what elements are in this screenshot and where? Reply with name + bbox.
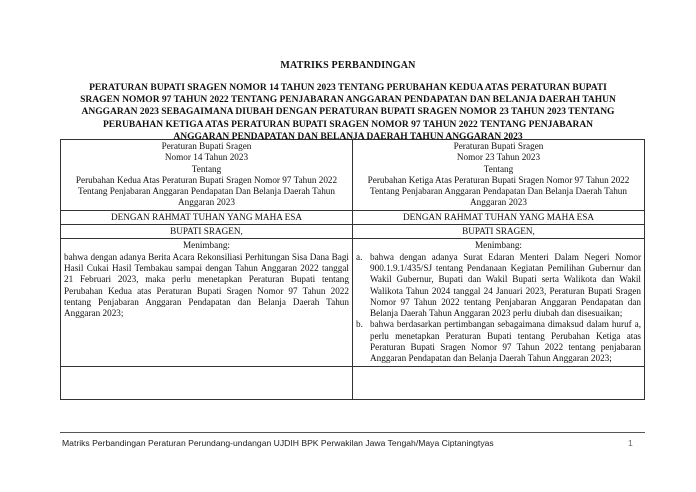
heading-line: PERATURAN BUPATI SRAGEN NOMOR 14 TAHUN 2023 TENTANG PERUBAHAN KEDUA ATAS PERATURAN BUPATI — [89, 83, 607, 93]
right-menimbang-list — [356, 252, 641, 365]
table-row-menimbang — [61, 239, 645, 366]
list-item — [356, 252, 641, 320]
list-item-text: bahwa berdasarkan pertimbangan sebagaimana dimaksud dalam huruf a, perlu menetapkan Peraturan Bupati tentang Perubahan Ketiga atas Peraturan Bupati Sragen Nomor 97 Tahun 2022 tentang penjabaran Anggaran Pendapatan dan Belanja Daerah Tahun Anggaran 2023; — [370, 319, 641, 364]
right-menimbang — [353, 239, 645, 366]
list-item-text: bahwa dengan adanya Surat Edaran Menteri Dalam Negeri Nomor 900.1.9.1/435/SJ tentang Pendanaan Kegiatan Pemilihan Gubernur dan Wakil Gubernur, Bupati dan Wakil Bupati serta Walikota dan Wakil Walikota Tahun 2024 tanggal 24 Januari 2023, Peraturan Bupati Sragen Nomor 97 Tahun 2022 tentang Penjabaran Anggaran Pendapatan dan Belanja Daerah Tahun Anggaran 2023 perlu diubah dan disesuaikan; — [370, 251, 641, 319]
footer-text: Matriks Perbandingan Peraturan Perundang-undangan UJDIH BPK Perwakilan Jawa Tengah/Maya Ciptaningtyas — [62, 438, 494, 448]
table-row-empty — [61, 366, 645, 399]
right-rahmat: DENGAN RAHMAT TUHAN YANG MAHA ESA — [353, 210, 645, 224]
heading-line: ANGGARAN 2023 SEBAGAIMANA DIUBAH DENGAN PERATURAN BUPATI SRAGEN NOMOR 23 TAHUN 2023 TENTANG — [81, 107, 615, 118]
heading-line: ANGGARAN PENDAPATAN DAN BELANJA DAERAH TAHUN ANGGARAN 2023 — [173, 131, 523, 142]
left-empty-cell — [61, 366, 353, 399]
left-menimbang-text: bahwa dengan adanya Berita Acara Rekonsiliasi Perhitungan Sisa Dana Bagi Hasil Cukai Hasil Tembakau sampai dengan Tahun Anggaran 2022 tanggal 21 Februari 2023, maka perlu menetapkan Peraturan Bupati tentang Perubahan Kedua atas Peraturan Bupati Sragen Nomor 97 Tahun 2022 tentang Penjabaran Anggaran Pendapatan dan Belanja Daerah Tahun Anggaran 2023; — [64, 251, 349, 319]
heading-line: SRAGEN NOMOR 97 TAHUN 2022 TENTANG PENJABARAN ANGGARAN PENDAPATAN DAN BELANJA DAERAH TAHUN — [80, 95, 616, 106]
list-item-marker: b. — [356, 319, 363, 330]
page-title: MATRIKS PERBANDINGAN — [280, 60, 416, 71]
document-heading — [74, 82, 622, 143]
table-row-bupati — [61, 225, 645, 239]
table-row-rahmat — [61, 210, 645, 224]
table-row-header — [61, 140, 645, 211]
right-menimbang-label: Menimbang: — [475, 240, 522, 251]
left-menimbang — [61, 239, 353, 366]
right-regulation-header: Peraturan Bupati Sragen Nomor 23 Tahun 2023 Tentang Perubahan Ketiga Atas Peraturan Bupati Sragen Nomor 97 Tahun 2022 Tentang Penjabaran Anggaran Pendapatan Dan Belanja Daerah Tahun Anggaran 2023 — [353, 140, 645, 211]
comparison-table — [60, 139, 645, 400]
left-rahmat: DENGAN RAHMAT TUHAN YANG MAHA ESA — [61, 210, 353, 224]
right-bupati: BUPATI SRAGEN, — [353, 225, 645, 239]
list-item-marker: a. — [356, 251, 363, 262]
list-item — [356, 319, 641, 364]
heading-line: PERUBAHAN KETIGA ATAS PERATURAN BUPATI SRAGEN NOMOR 97 TAHUN 2022 TENTANG PENJABARAN — [102, 119, 594, 130]
left-bupati: BUPATI SRAGEN, — [61, 225, 353, 239]
left-regulation-header: Peraturan Bupati Sragen Nomor 14 Tahun 2023 Tentang Perubahan Kedua Atas Peraturan Bupati Sragen Nomor 97 Tahun 2022 Tentang Penjabaran Anggaran Pendapatan Dan Belanja Daerah Tahun Anggaran 2023 — [61, 140, 353, 211]
page-number: 1 — [628, 438, 633, 448]
left-menimbang-label: Menimbang: — [183, 240, 230, 251]
footer-divider — [60, 432, 645, 433]
right-empty-cell — [353, 366, 645, 399]
